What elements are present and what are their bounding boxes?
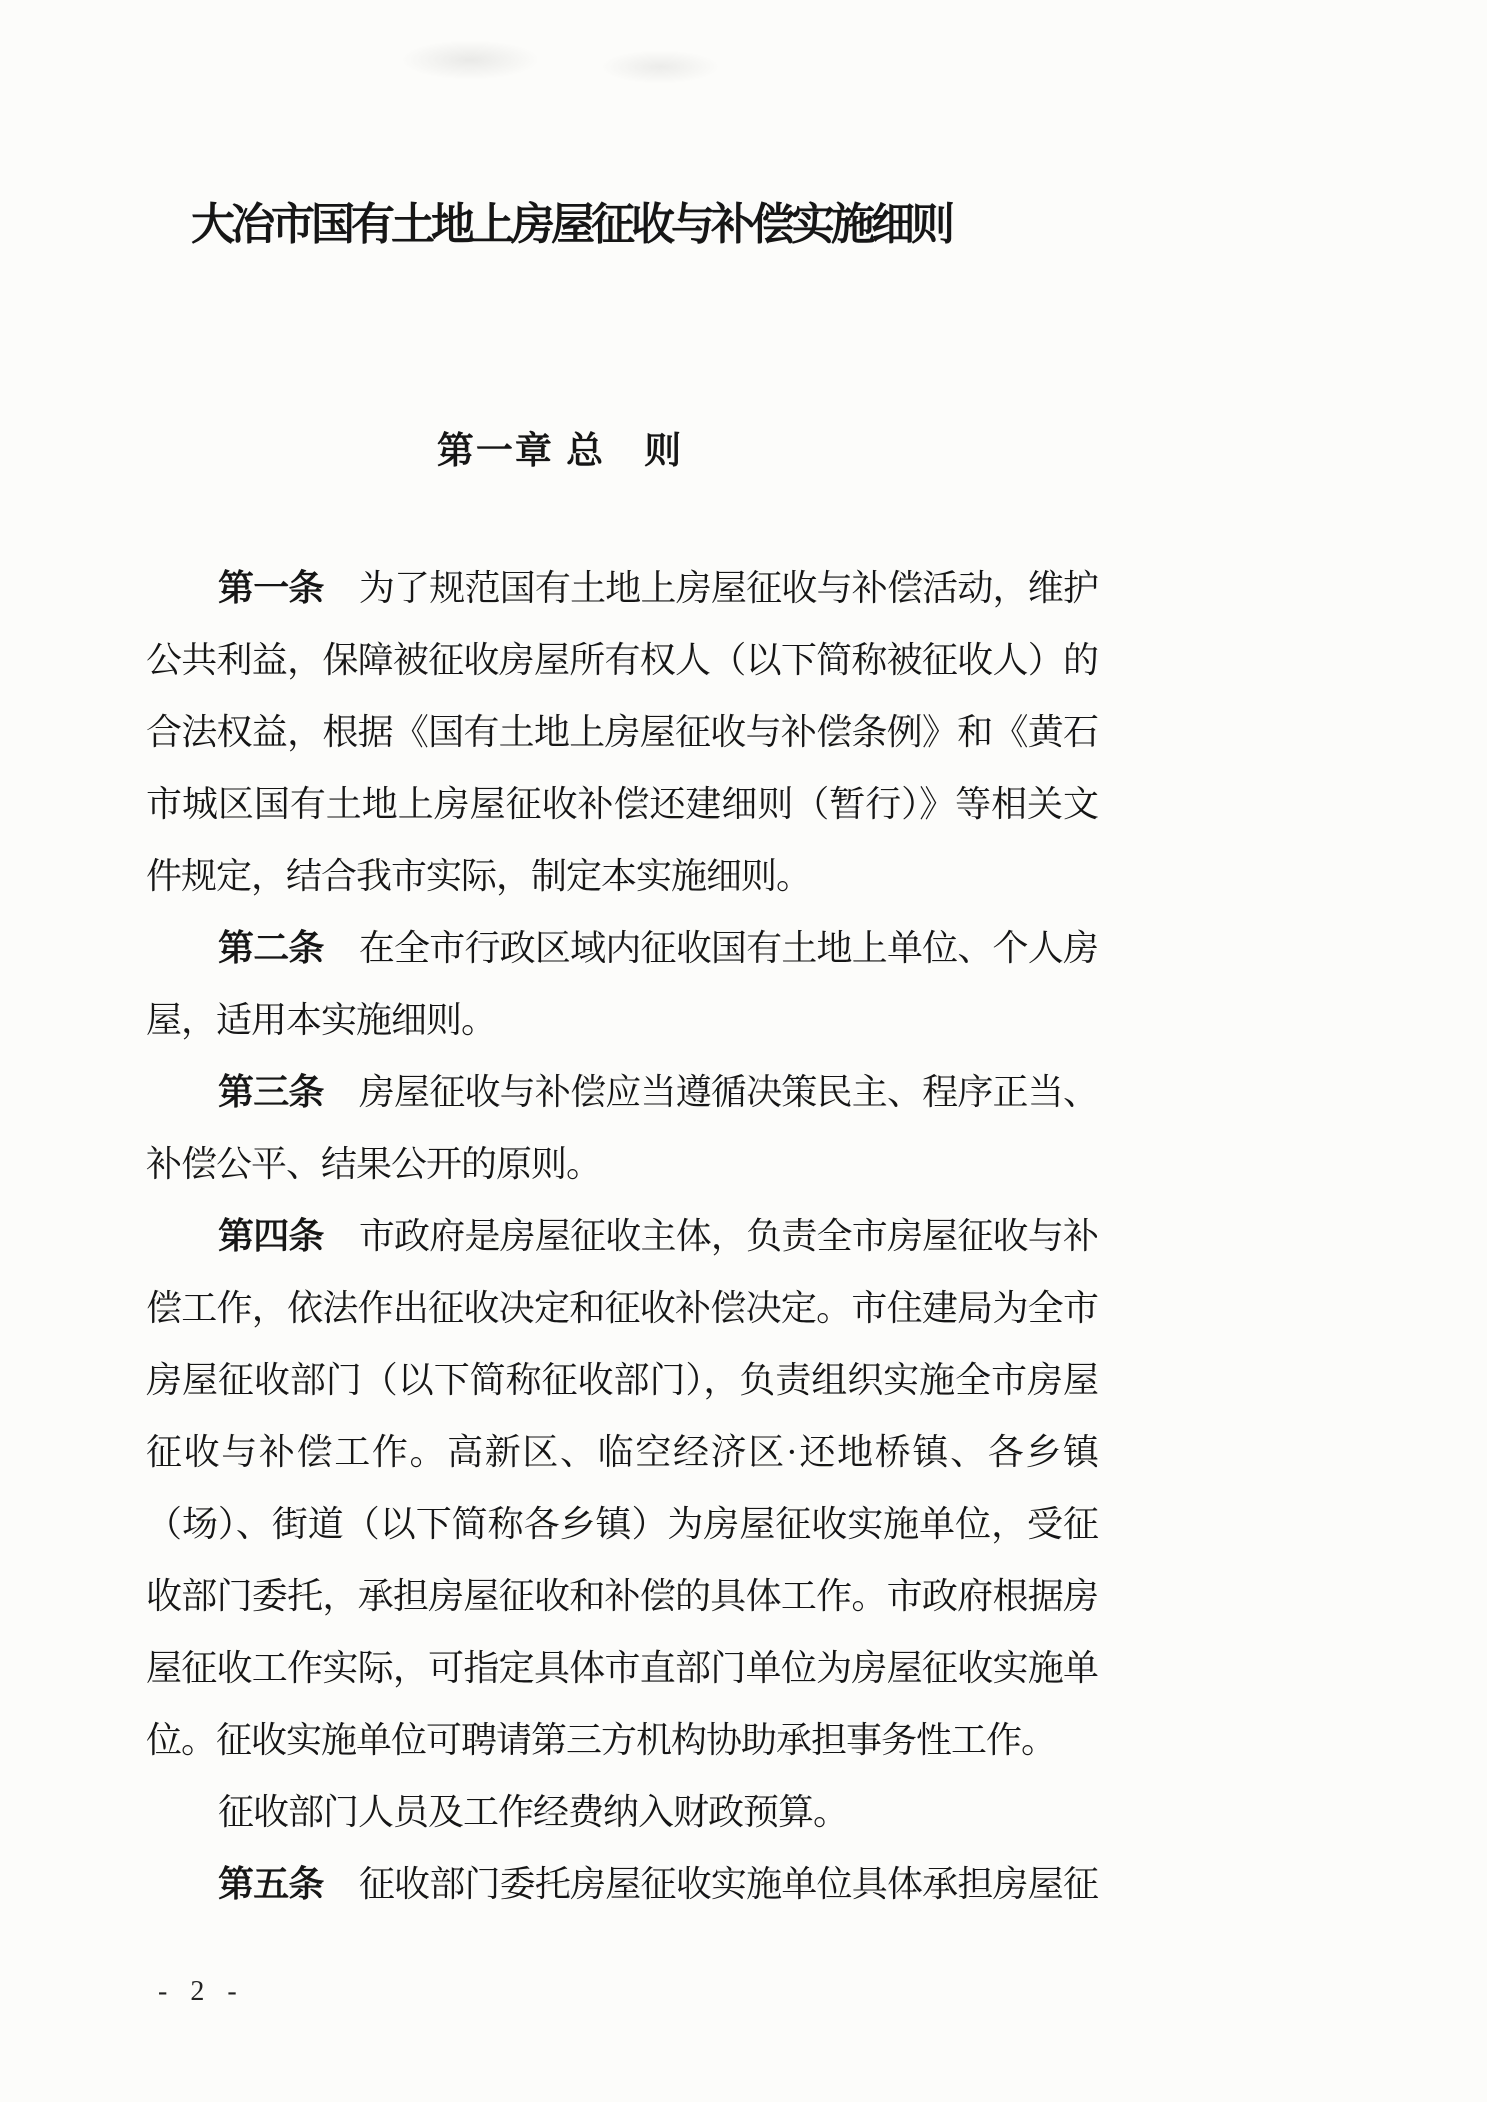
page-number: - 2 -: [158, 1976, 245, 2007]
document-line: [146, 1632, 1098, 1704]
line-text: 市政府是房屋征收主体，负责全市房屋征收与补: [323, 1216, 1098, 1256]
document-line: [146, 1056, 1098, 1128]
line-text: 房屋征收与补偿应当遵循决策民主、程序正当、: [323, 1072, 1098, 1112]
scan-smudge: [600, 50, 720, 84]
document-line: [146, 912, 1098, 984]
line-text: 为了规范国有土地上房屋征收与补偿活动，维护: [323, 568, 1098, 608]
line-text: 位。征收实施单位可聘请第三方机构协助承担事务性工作。: [146, 1720, 1057, 1760]
document-line: [146, 1488, 1098, 1560]
document-line: [146, 984, 1098, 1056]
document-line: [146, 768, 1098, 840]
document-line: [146, 1416, 1098, 1488]
line-text: 征收部门人员及工作经费纳入财政预算。: [218, 1792, 849, 1832]
document-line: [146, 1272, 1098, 1344]
chapter-heading: 第一章 总 则: [436, 430, 684, 471]
line-text: 屋征收工作实际，可指定具体市直部门单位为房屋征收实施单: [146, 1648, 1098, 1688]
line-text: 公共利益，保障被征收房屋所有权人（以下简称被征收人）的: [146, 640, 1098, 680]
scan-smudge: [400, 40, 540, 80]
line-text: 补偿公平、结果公开的原则。: [146, 1144, 602, 1184]
line-text: 征收部门委托房屋征收实施单位具体承担房屋征: [323, 1864, 1098, 1904]
line-text: 合法权益，根据《国有土地上房屋征收与补偿条例》和《黄石: [146, 712, 1098, 752]
document-line: [146, 1560, 1098, 1632]
document-line: [146, 552, 1098, 624]
line-text: 屋，适用本实施细则。: [146, 1000, 497, 1040]
document-line: [146, 1704, 1098, 1776]
article-number: 第二条: [218, 927, 324, 968]
article-number: 第一条: [218, 567, 324, 608]
document-line: [146, 840, 1098, 912]
document-line: [146, 1776, 1098, 1848]
line-text: 偿工作，依法作出征收决定和征收补偿决定。市住建局为全市: [146, 1288, 1098, 1328]
line-text: 收部门委托，承担房屋征收和补偿的具体工作。市政府根据房: [146, 1576, 1098, 1616]
document-line: [146, 624, 1098, 696]
line-text: 在全市行政区域内征收国有土地上单位、个人房: [323, 928, 1098, 968]
document-line: [146, 1344, 1098, 1416]
document-title: 大冶市国有土地上房屋征收与补偿实施细则: [191, 200, 951, 249]
line-text: 房屋征收部门（以下简称征收部门），负责组织实施全市房屋: [146, 1360, 1098, 1400]
line-text: 件规定，结合我市实际，制定本实施细则。: [146, 856, 812, 896]
document-line: [146, 696, 1098, 768]
line-text: （场）、街道（以下简称各乡镇）为房屋征收实施单位，受征: [146, 1504, 1098, 1544]
article-number: 第四条: [218, 1215, 324, 1256]
document-line: [146, 1848, 1098, 1920]
document-body: [146, 552, 1098, 1920]
document-line: [146, 1200, 1098, 1272]
line-text: 市城区国有土地上房屋征收补偿还建细则（暂行）》等相关文: [146, 784, 1098, 824]
article-number: 第三条: [218, 1071, 324, 1112]
article-number: 第五条: [218, 1863, 324, 1904]
document-line: [146, 1128, 1098, 1200]
line-text: 征收与补偿工作。高新区、临空经济区·还地桥镇、各乡镇: [146, 1432, 1098, 1472]
